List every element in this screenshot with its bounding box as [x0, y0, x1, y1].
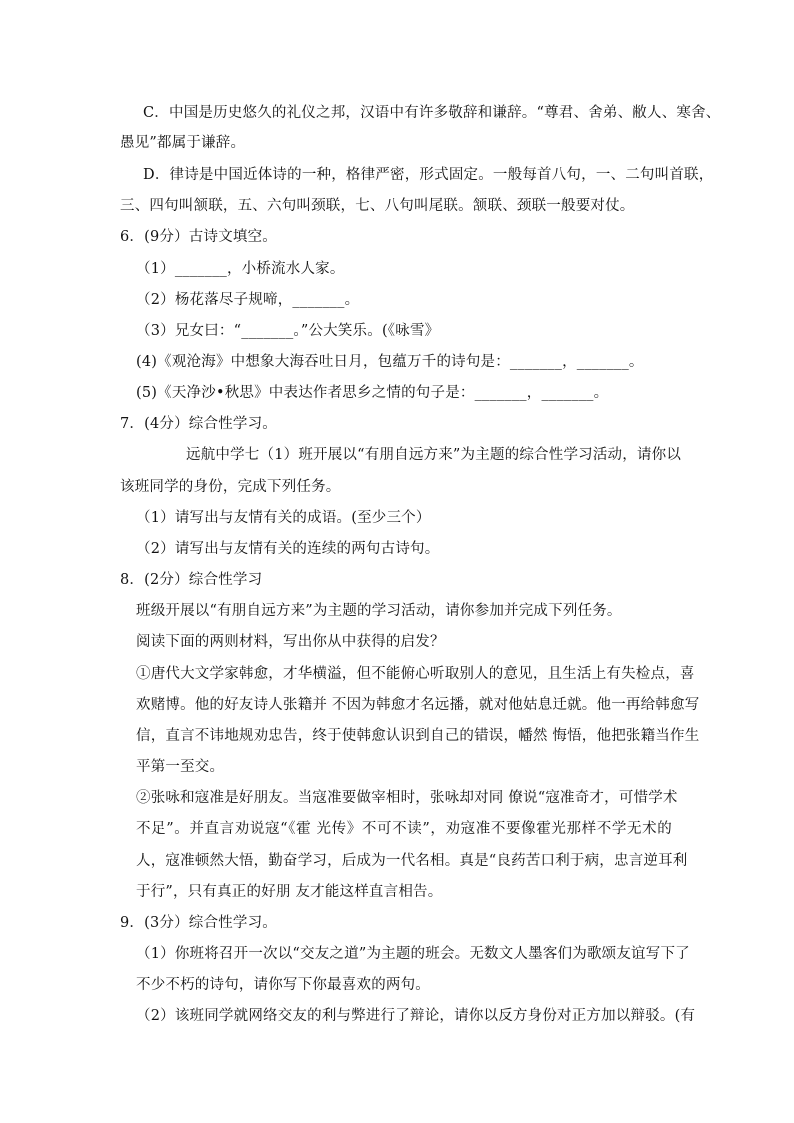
option-c-line2: 愚见”都属于谦辞。 — [120, 135, 246, 151]
question-7-paragraph-line1: 远航中学七（1）班开展以“有朋自远方来”为主题的综合性学习活动，请你以 — [186, 447, 682, 463]
material-2-line4: 于行”，只有真正的好朋 友才能这样直言相告。 — [136, 884, 443, 900]
material-2-line3: 人，寇准顿然大悟，勤奋学习，后成为一代名相。真是“良药苦口利于病，忠言逆耳利 — [136, 853, 688, 869]
option-d-line2: 三、四句叫颔联，五、六句叫颈联，七、八句叫尾联。颔联、颈联一般要对仗。 — [120, 198, 635, 214]
option-c-line1: C．中国是历史悠久的礼仪之邦，汉语中有许多敬辞和谦辞。“尊君、舍弟、敝人、寒舍、 — [143, 105, 721, 121]
question-6-title: 6．(9分）古诗文填空。 — [120, 229, 278, 245]
question-7-item-1: （1）请写出与友情有关的成语。(至少三个） — [136, 510, 431, 526]
material-1-line3: 信，直言不讳地规劝忠告，终于使韩愈认识到自己的错误，幡然 悔悟，他把张籍当作生 — [136, 728, 700, 744]
option-d-line1: D．律诗是中国近体诗的一种，格律严密，形式固定。一般每首八句，一、二句叫首联， — [143, 167, 714, 183]
question-9-item-2-line1: （2）该班同学就网络交友的利与弊进行了辩论，请你以反方身份对正方加以辩驳。(有 — [136, 1008, 696, 1024]
question-7-paragraph-line2: 该班同学的身份，完成下列任务。 — [120, 479, 341, 495]
question-9-title: 9．(3分）综合性学习。 — [120, 915, 278, 931]
question-6-item-4: (4)《观沧海》中想象大海吞吐日月，包蕴万千的诗句是：_______，_______。 — [136, 354, 644, 370]
material-1-line2: 欢赌博。他的好友诗人张籍并 不因为韩愈才名远播，就对他姑息迁就。他一再给韩愈写 — [136, 697, 700, 713]
question-8-intro: 班级开展以“有朋自远方来”为主题的学习活动，请你参加并完成下列任务。 — [136, 603, 622, 619]
question-6-item-3: （3）兄女曰：“_______。”公大笑乐。(《咏雪》 — [136, 323, 440, 339]
question-6-item-5: (5)《天净沙•秋思》中表达作者思乡之情的句子是：_______，_______。 — [136, 385, 609, 401]
question-6-item-1: （1）_______，小桥流水人家。 — [136, 261, 345, 277]
question-8-prompt: 阅读下面的两则材料，写出你从中获得的启发？ — [136, 634, 445, 650]
question-7-title: 7．(4分）综合性学习。 — [120, 416, 278, 432]
question-8-title: 8．(2分）综合性学习 — [120, 572, 263, 588]
material-2-line2: 不足”。并直言劝说寇“《霍 光传》不可不读”，劝寇准不要像霍光那样不学无术的 — [136, 821, 672, 837]
question-9-item-1-line1: （1）你班将召开一次以“交友之道”为主题的班会。无数文人墨客们为歌颂友谊写下了 — [136, 946, 690, 962]
material-1-line4: 平第一至交。 — [136, 759, 225, 775]
question-9-item-1-line2: 不少不朽的诗句，请你写下你最喜欢的两句。 — [136, 977, 430, 993]
material-2-line1: ②张咏和寇准是好朋友。当寇准要做宰相时，张咏却对同 僚说“寇准奇才，可惜学术 — [136, 790, 678, 806]
question-6-item-2: （2）杨花落尽子规啼，_______。 — [136, 292, 360, 308]
material-1-line1: ①唐代大文学家韩愈，才华横溢，但不能俯心听取别人的意见，且生活上有失检点，喜 — [136, 666, 695, 682]
question-7-item-2: （2）请写出与友情有关的连续的两句古诗句。 — [136, 541, 440, 557]
